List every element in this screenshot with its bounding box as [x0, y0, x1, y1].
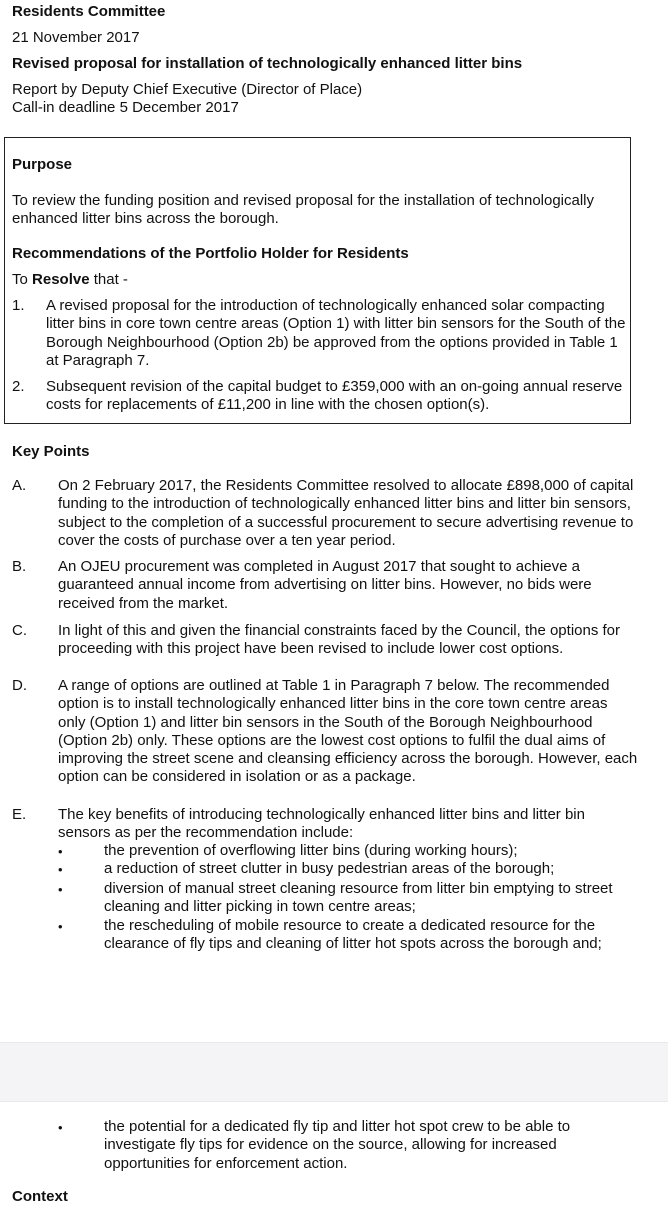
recommendation-text: A revised proposal for the introduction of technologically enhanced solar compacting litter bins in core town centre areas (Option 1) with litter bin sensors for the South of the Borough Neighbourhood (Option 2b) be approved from the options provided in Table 1 at Paragraph 7. — [46, 297, 626, 369]
key-point-letter: D. — [12, 677, 27, 694]
key-point-text: On 2 February 2017, the Residents Committee resolved to allocate £898,000 of capital funding to the introduction of technologically enhanced litter bins and litter bin sensors, subject to the completion of a successful procurement to secure advertising revenue to cover the costs of purchase over a ten year period. — [58, 477, 634, 549]
key-point-letter: E. — [12, 806, 27, 823]
key-point-text: An OJEU procurement was completed in August 2017 that sought to achieve a guaranteed annual income from advertising on litter bins. However, no bids were received from the market. — [58, 558, 592, 612]
key-point-text: In light of this and given the financial constraints faced by the Council, the options for proceeding with this project have been revised to include lower cost options. — [58, 622, 621, 658]
benefit-item: diversion of manual street cleaning resource from litter bin emptying to street cleaning and litter picking in town centre areas; — [104, 880, 613, 916]
resolve-prefix: To — [12, 271, 33, 288]
benefit-item: the prevention of overflowing litter bins (during working hours); — [104, 842, 518, 859]
context-heading: Context — [12, 1188, 68, 1205]
recommendation-text: Subsequent revision of the capital budget to £359,000 with an on-going annual reserve costs for replacements of £11,200 in line with the chosen option(s). — [46, 378, 623, 414]
resolve-line — [12, 271, 128, 289]
purpose-text: To review the funding position and revised proposal for the installation of technologically enhanced litter bins across the borough. — [12, 192, 595, 228]
report-title: Revised proposal for installation of technologically enhanced litter bins — [12, 55, 523, 72]
key-point-letter: B. — [12, 558, 27, 575]
purpose-heading: Purpose — [12, 156, 73, 173]
benefit-item: the rescheduling of mobile resource to create a dedicated resource for the clearance of fly tips and cleaning of litter hot spots across the borough and; — [104, 917, 602, 953]
committee-name: Residents Committee — [12, 3, 166, 20]
report-author: Report by Deputy Chief Executive (Director of Place) — [12, 81, 363, 98]
recommendation-number: 2. — [12, 378, 25, 395]
resolve-suffix: that - — [89, 271, 128, 288]
bullet-icon: • — [58, 1120, 63, 1135]
key-point-text: The key benefits of introducing technologically enhanced litter bins and litter bin sensors as per the recommendation include: — [58, 806, 585, 842]
callin-deadline: Call-in deadline 5 December 2017 — [12, 99, 239, 116]
key-point-text: A range of options are outlined at Table 1 in Paragraph 7 below. The recommended option is to install technologically enhanced litter bins in the core town centre areas only (Option 1) and litter bin sensors in the South of the Borough Neighbourhood (Option 2b) only. These options are the lowest cost options to fulfil the dual aims of improving the street scene and cleansing efficiency across the borough. However, each option can be considered in isolation or as a package. — [58, 677, 638, 786]
bullet-icon: • — [58, 844, 63, 859]
recommendations-heading: Recommendations of the Portfolio Holder for Residents — [12, 245, 409, 262]
meeting-date: 21 November 2017 — [12, 29, 140, 46]
benefit-item: a reduction of street clutter in busy pedestrian areas of the borough; — [104, 860, 555, 877]
bullet-icon: • — [58, 882, 63, 897]
recommendation-number: 1. — [12, 297, 25, 314]
key-points-heading: Key Points — [12, 443, 90, 460]
key-point-letter: C. — [12, 622, 27, 639]
page-break — [0, 1042, 668, 1102]
benefit-item: the potential for a dedicated fly tip and litter hot spot crew to be able to investigate fly tips for evidence on the source, allowing for increased opportunities for enforcement action. — [104, 1118, 571, 1172]
bullet-icon: • — [58, 919, 63, 934]
key-point-letter: A. — [12, 477, 27, 494]
bullet-icon: • — [58, 862, 63, 877]
resolve-bold: Resolve — [32, 271, 90, 288]
